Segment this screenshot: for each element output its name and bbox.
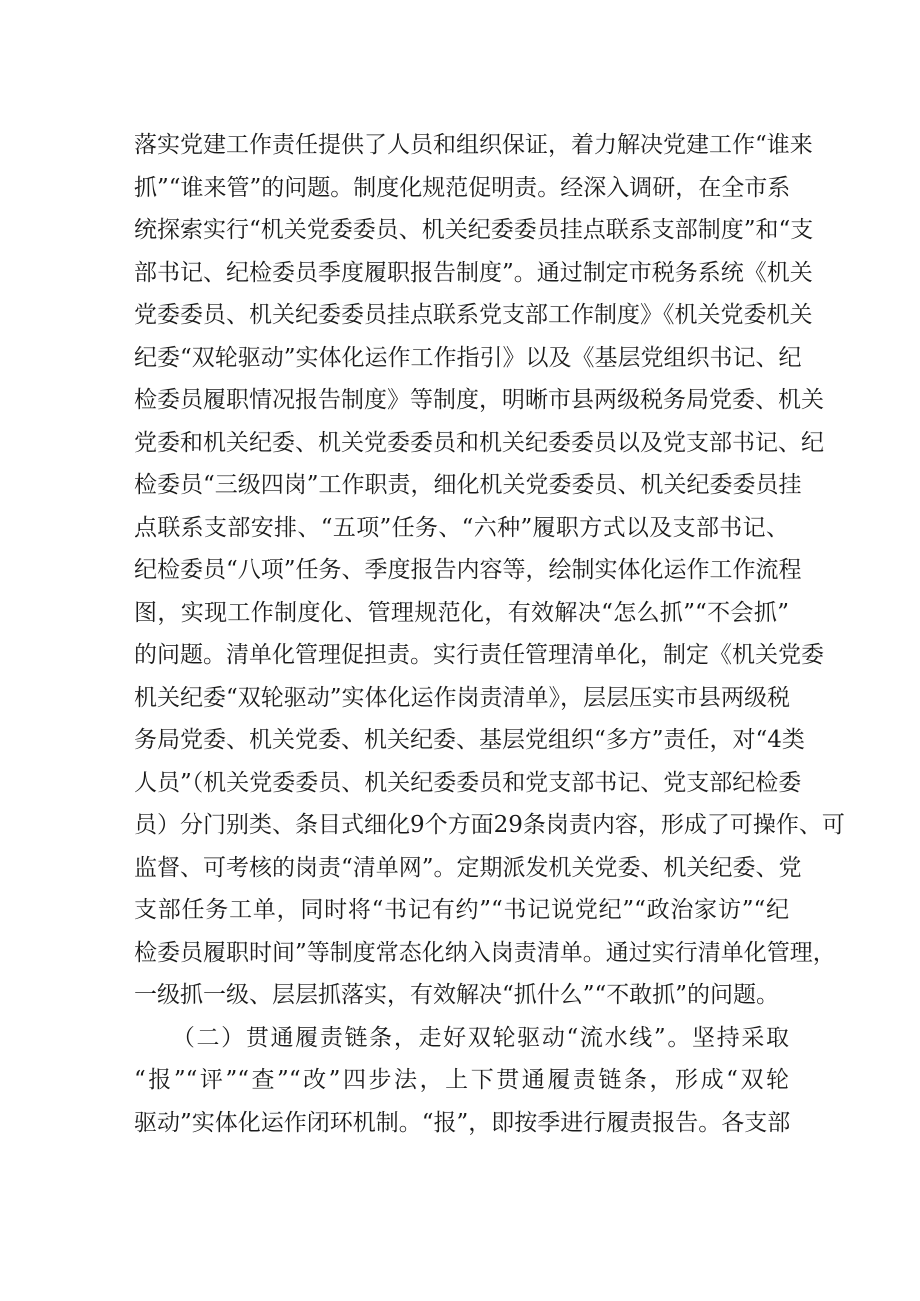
text-line: 的问题。清单化管理促担责。实行责任管理清单化，制定《机关党委 <box>134 642 824 668</box>
text-line: （二）贯通履责链条，走好双轮驱动“流水线”。坚持采取 <box>134 1024 789 1051</box>
text-line: 检委员履职情况报告制度》等制度，明晰市县两级税务局党委、机关 <box>134 387 824 413</box>
text-line: 纪委“双轮驱动”实体化运作工作指引》以及《基层党组织书记、纪 <box>134 344 802 371</box>
text-line: 监督、可考核的岗责“清单网”。定期派发机关党委、机关纪委、党 <box>134 854 802 881</box>
text-line: 人员”（机关党委委员、机关纪委委员和党支部书记、党支部纪检委 <box>134 769 802 796</box>
text-line: 党委和机关纪委、机关党委委员和机关纪委委员以及党支部书记、纪 <box>134 429 824 456</box>
text-line: 抓”“谁来管”的问题。制度化规范促明责。经深入调研，在全市系 <box>134 174 791 201</box>
body-text <box>134 124 845 1144</box>
text-line: 驱动”实体化运作闭环机制。“报”，即按季进行履责报告。各支部 <box>134 1109 791 1136</box>
text-line: 纪检委员“八项”任务、季度报告内容等，绘制实体化运作工作流程 <box>134 557 802 583</box>
text-line: 务局党委、机关党委、机关纪委、基层党组织“多方”责任，对“4类 <box>134 727 805 753</box>
text-line: 点联系支部安排、“五项”任务、“六种”履职方式以及支部书记、 <box>134 514 789 541</box>
text-line: 检委员“三级四岗”工作职责，细化机关党委委员、机关纪委委员挂 <box>134 472 802 498</box>
text-line: 机关纪委“双轮驱动”实体化运作岗责清单》，层层压实市县两级税 <box>134 684 791 711</box>
text-line: 一级抓一级、层层抓落实，有效解决“抓什么”“不敢抓”的问题。 <box>134 982 780 1008</box>
text-line: 图，实现工作制度化、管理规范化，有效解决“怎么抓”“不会抓” <box>134 599 789 626</box>
text-line: 员）分门别类、条目式细化9个方面29条岗责内容，形成了可操作、可 <box>134 812 845 838</box>
text-line: “报”“评”“查”“改”四步法，上下贯通履责链条，形成“双轮 <box>134 1067 789 1093</box>
text-line: 统探索实行“机关党委委员、机关纪委委员挂点联系支部制度”和“支 <box>134 217 814 243</box>
text-line: 检委员履职时间”等制度常态化纳入岗责清单。通过实行清单化管理， <box>134 939 836 966</box>
text-line: 党委委员、机关纪委委员挂点联系党支部工作制度》《机关党委机关 <box>134 302 813 328</box>
text-line: 部书记、纪检委员季度履职报告制度”。通过制定市税务系统《机关 <box>134 259 813 286</box>
text-line: 落实党建工作责任提供了人员和组织保证，着力解决党建工作“谁来 <box>134 132 813 158</box>
text-line: 支部任务工单，同时将“书记有约”“书记说党纪”“政治家访”“纪 <box>134 897 789 923</box>
